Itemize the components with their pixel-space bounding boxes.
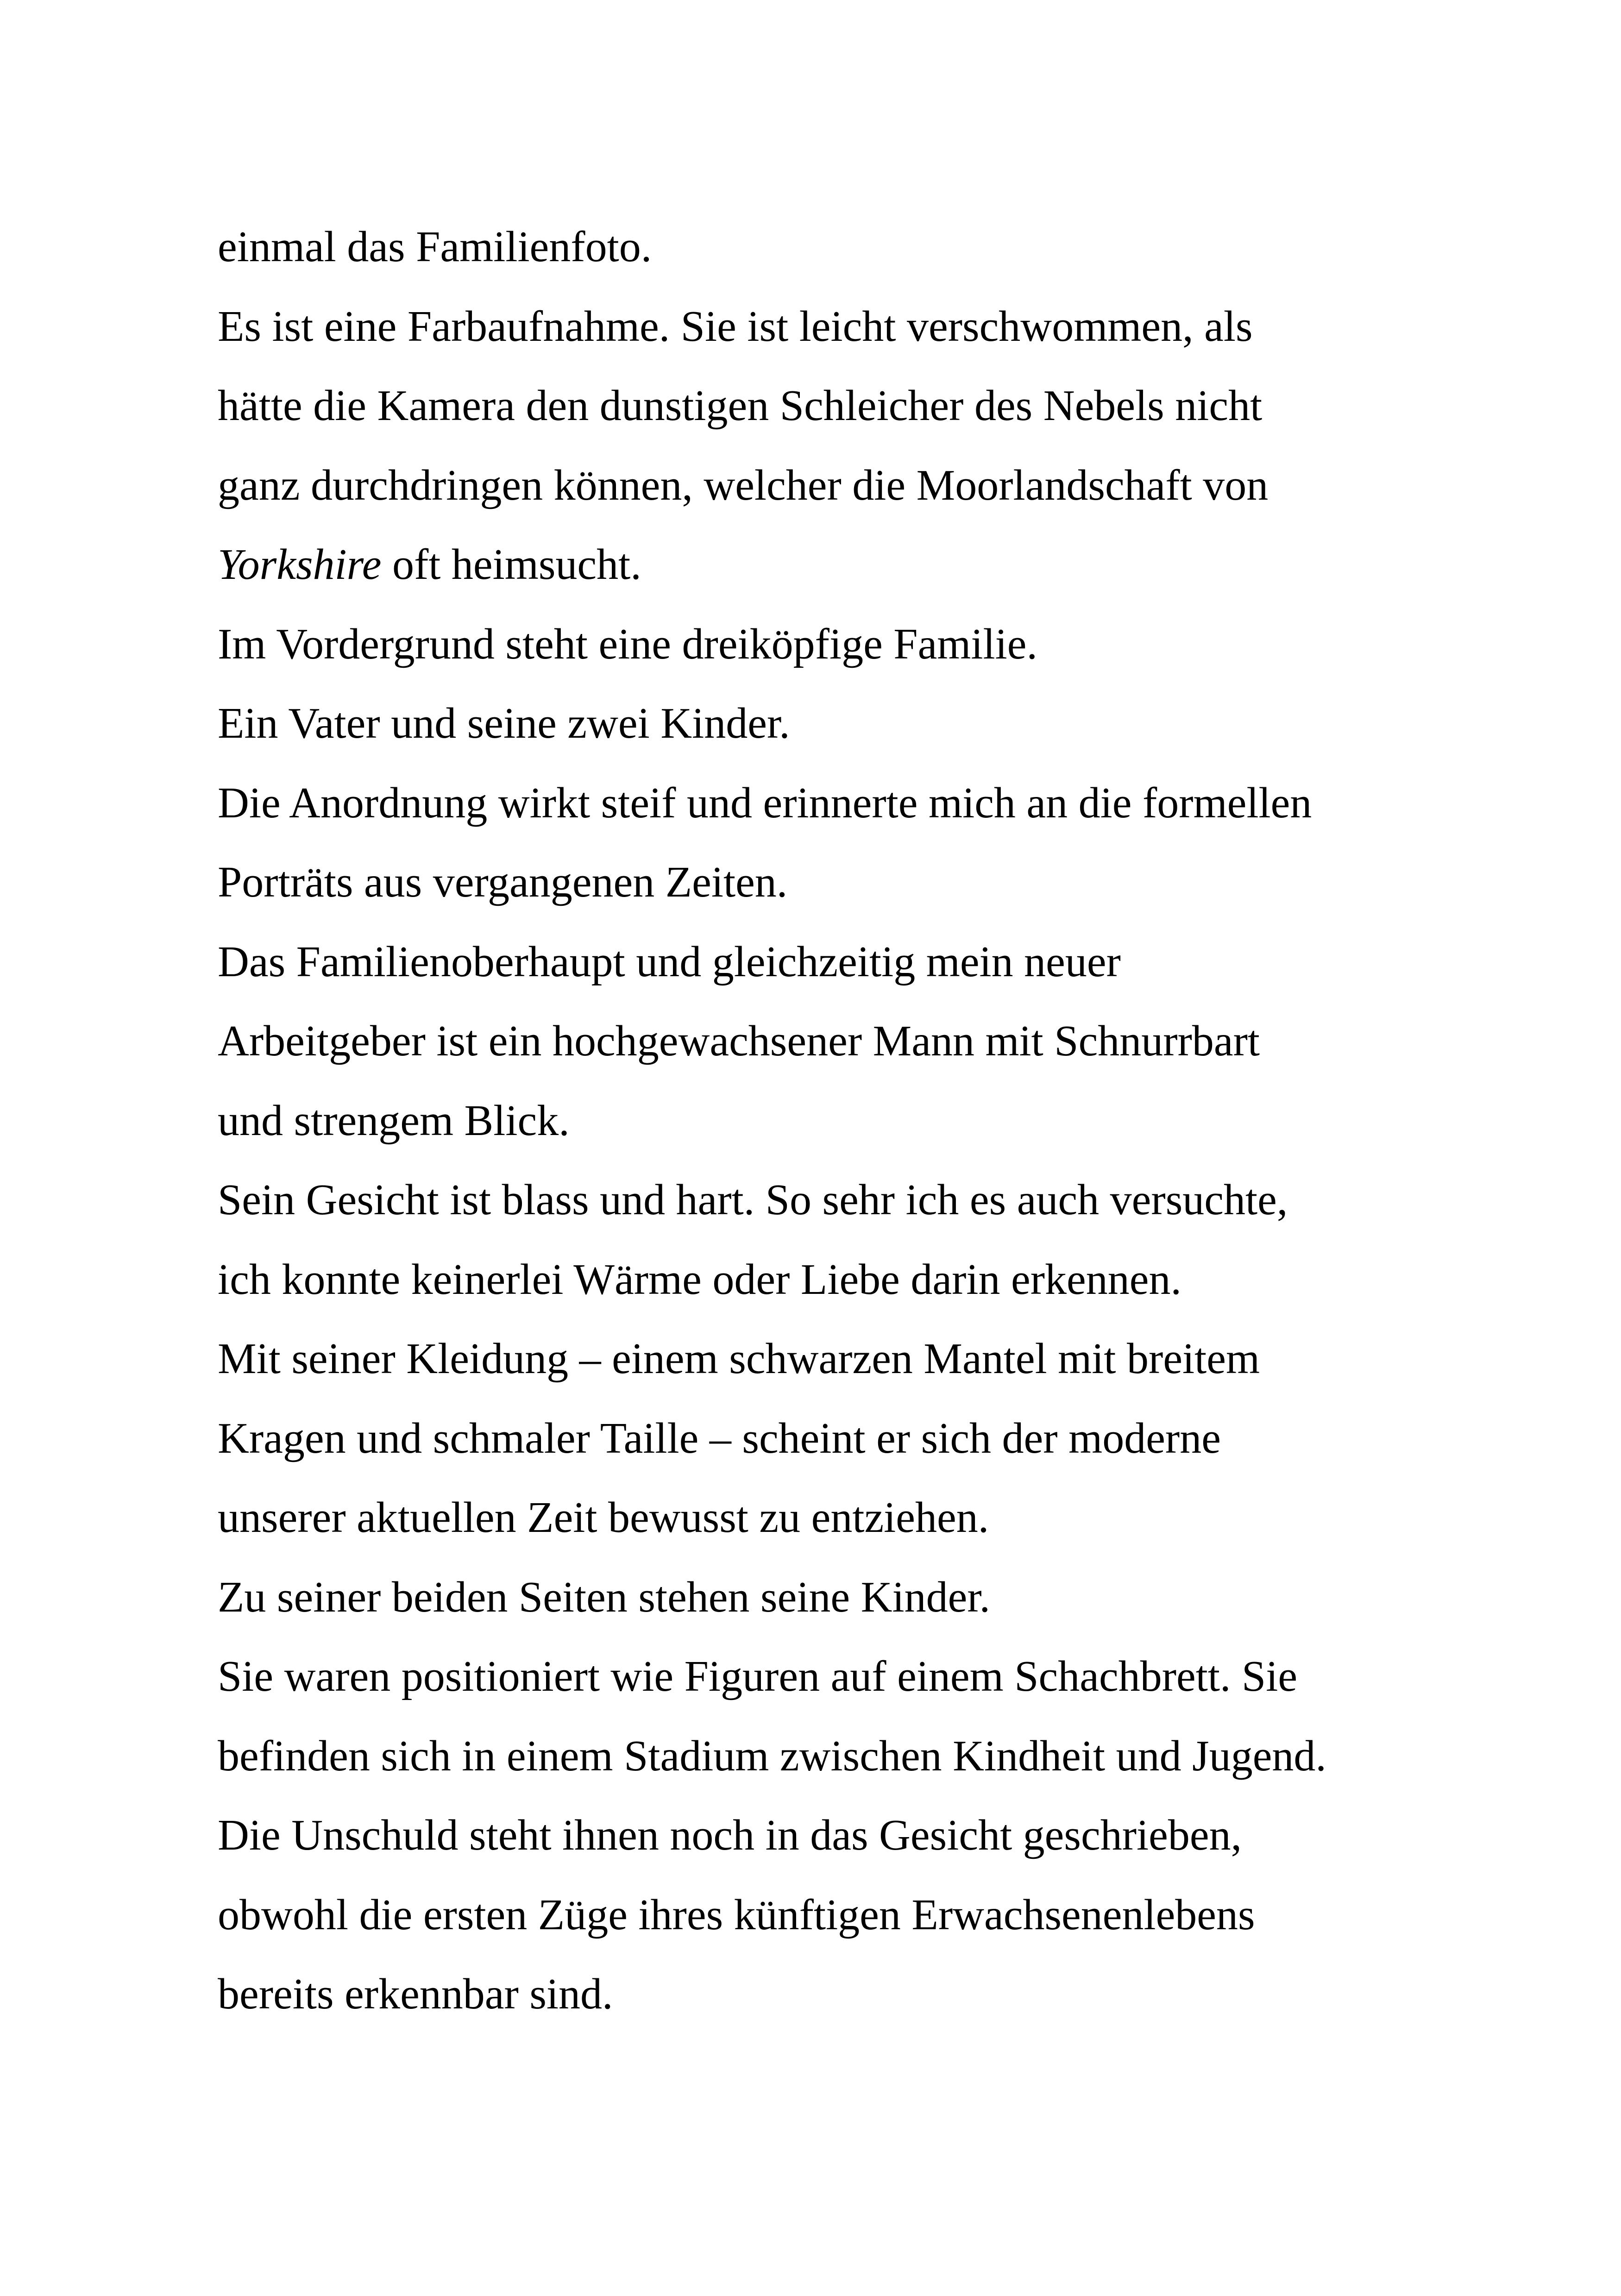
text-line: bereits erkennbar sind. — [218, 1970, 613, 2018]
text-line: unserer aktuellen Zeit bewusst zu entziehen. — [218, 1493, 989, 1542]
text-line: Im Vordergrund steht eine dreiköpfige Familie. — [218, 620, 1037, 668]
text-line: Das Familienoberhaupt und gleichzeitig mein neuer — [218, 937, 1121, 986]
text-line: ich konnte keinerlei Wärme oder Liebe darin erkennen. — [218, 1255, 1181, 1304]
text-line: Es ist eine Farbaufnahme. Sie ist leicht verschwommen, als — [218, 302, 1253, 351]
text-line: Ein Vater und seine zwei Kinder. — [218, 699, 790, 747]
text-line: Sie waren positioniert wie Figuren auf einem Schachbrett. Sie — [218, 1652, 1298, 1700]
text-line — [218, 525, 1468, 605]
text-line: Zu seiner beiden Seiten stehen seine Kinder. — [218, 1573, 990, 1621]
text-line: Mit seiner Kleidung – einem schwarzen Mantel mit breitem — [218, 1335, 1260, 1383]
place-name-italic: Yorkshire — [218, 540, 382, 589]
text-line-rest: oft heimsucht. — [381, 540, 641, 589]
text-line: Arbeitgeber ist ein hochgewachsener Mann mit Schnurrbart — [218, 1017, 1260, 1065]
text-line: einmal das Familienfoto. — [218, 223, 652, 271]
text-line: befinden sich in einem Stadium zwischen Kindheit und Jugend. — [218, 1731, 1326, 1780]
text-line: Die Anordnung wirkt steif und erinnerte mich an die formellen — [218, 778, 1312, 827]
text-line: Sein Gesicht ist blass und hart. So sehr ich es auch versuchte, — [218, 1176, 1288, 1224]
text-line: ganz durchdringen können, welcher die Moorlandschaft von — [218, 461, 1269, 509]
text-line: obwohl die ersten Züge ihres künftigen Erwachsenenlebens — [218, 1890, 1255, 1939]
text-line: hätte die Kamera den dunstigen Schleicher des Nebels nicht — [218, 382, 1263, 430]
body-text — [218, 207, 1468, 2034]
text-line: Die Unschuld steht ihnen noch in das Gesicht geschrieben, — [218, 1811, 1242, 1859]
text-line: und strengem Blick. — [218, 1096, 570, 1145]
text-line: Kragen und schmaler Taille – scheint er sich der moderne — [218, 1414, 1221, 1462]
text-line: Porträts aus vergangenen Zeiten. — [218, 858, 788, 906]
